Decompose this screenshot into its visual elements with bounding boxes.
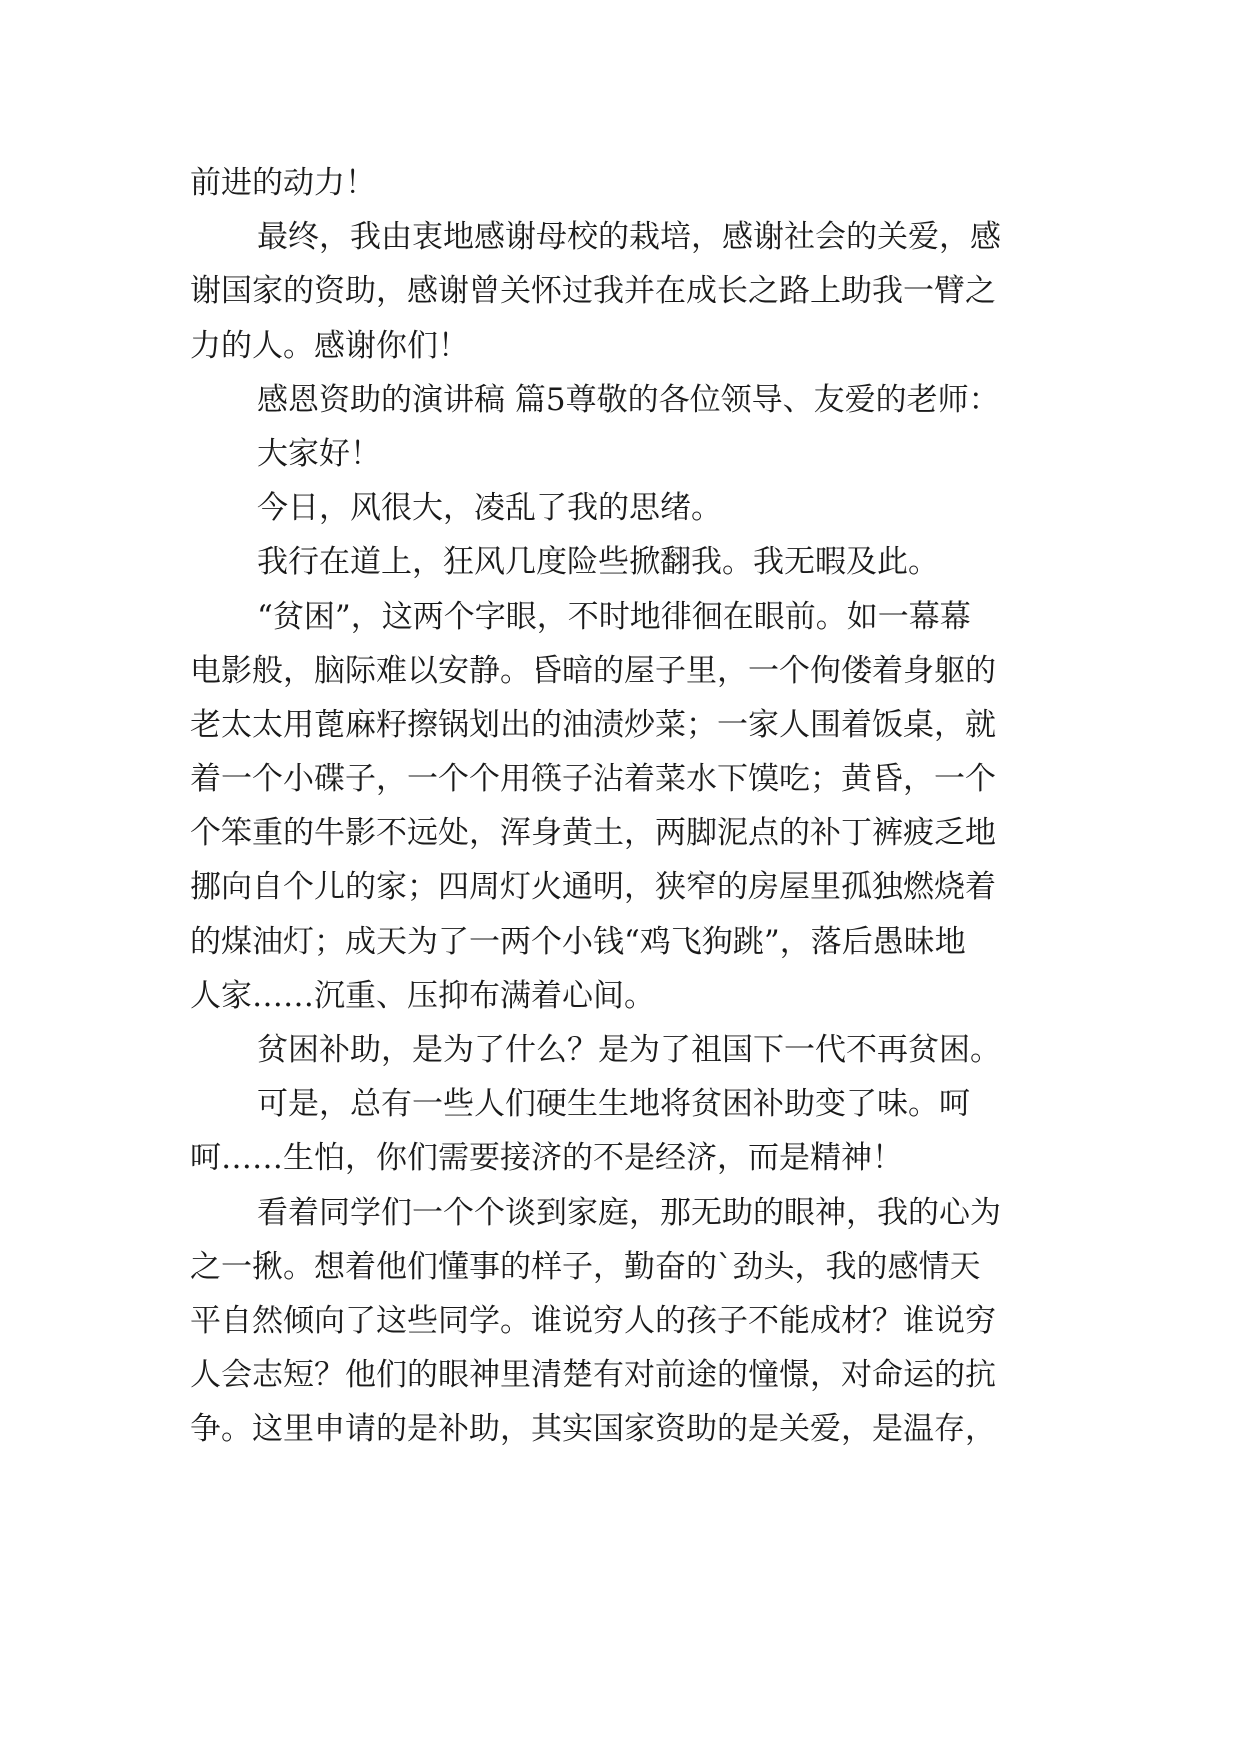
- text-line: 谢国家的资助，感谢曾关怀过我并在成长之路上助我一臂之: [190, 273, 996, 310]
- paragraph-start: 看着同学们一个个谈到家庭，那无助的眼神，我的心为: [257, 1194, 1001, 1231]
- greeting: 大家好！: [257, 435, 381, 472]
- text-line: 争。这里申请的是补助，其实国家资助的是关爱，是温存，: [190, 1411, 996, 1448]
- text-line: 老太太用蓖麻籽擦锅划出的油渍炒菜；一家人围着饭桌，就: [190, 706, 996, 743]
- text-line: 平自然倾向了这些同学。谁说穷人的孩子不能成材？谁说穷: [190, 1302, 996, 1339]
- paragraph-start: 最终，我由衷地感谢母校的栽培，感谢社会的关爱，感: [257, 219, 1001, 256]
- text-line: 的煤油灯；成天为了一两个小钱“鸡飞狗跳”，落后愚昧地: [190, 923, 966, 960]
- paragraph-start: “贫困”，这两个字眼，不时地徘徊在眼前。如一幕幕: [257, 598, 971, 635]
- text-line: 之一揪。想着他们懂事的样子，勤奋的`劲头，我的感情天: [190, 1248, 981, 1285]
- paragraph-start: 可是，总有一些人们硬生生地将贫困补助变了味。呵: [257, 1086, 970, 1123]
- text-line: 力的人。感谢你们！: [190, 327, 469, 364]
- section-heading: 感恩资助的演讲稿 篇5尊敬的各位领导、友爱的老师：: [257, 381, 1000, 418]
- text-line: 前进的动力！: [190, 165, 376, 201]
- text-line: 挪向自个儿的家；四周灯火通明，狭窄的房屋里孤独燃烧着: [190, 869, 996, 906]
- text-line: 个笨重的牛影不远处，浑身黄土，两脚泥点的补丁裤疲乏地: [190, 815, 996, 852]
- text-line: 电影般，脑际难以安静。昏暗的屋子里，一个佝偻着身躯的: [190, 652, 996, 689]
- paragraph-start: 贫困补助，是为了什么？是为了祖国下一代不再贫困。: [257, 1032, 1001, 1068]
- text-line: 着一个小碟子，一个个用筷子沾着菜水下馍吃；黄昏，一个: [190, 761, 996, 798]
- paragraph-start: 我行在道上，狂风几度险些掀翻我。我无暇及此。: [257, 544, 939, 581]
- document-body: [190, 156, 1070, 1457]
- text-line: 呵……生怕，你们需要接济的不是经济，而是精神！: [190, 1140, 903, 1177]
- text-line: 人会志短？他们的眼神里清楚有对前途的憧憬，对命运的抗: [190, 1357, 996, 1394]
- paragraph-start: 今日，风很大，凌乱了我的思绪。: [257, 490, 722, 527]
- text-line: 人家……沉重、压抑布满着心间。: [190, 977, 655, 1014]
